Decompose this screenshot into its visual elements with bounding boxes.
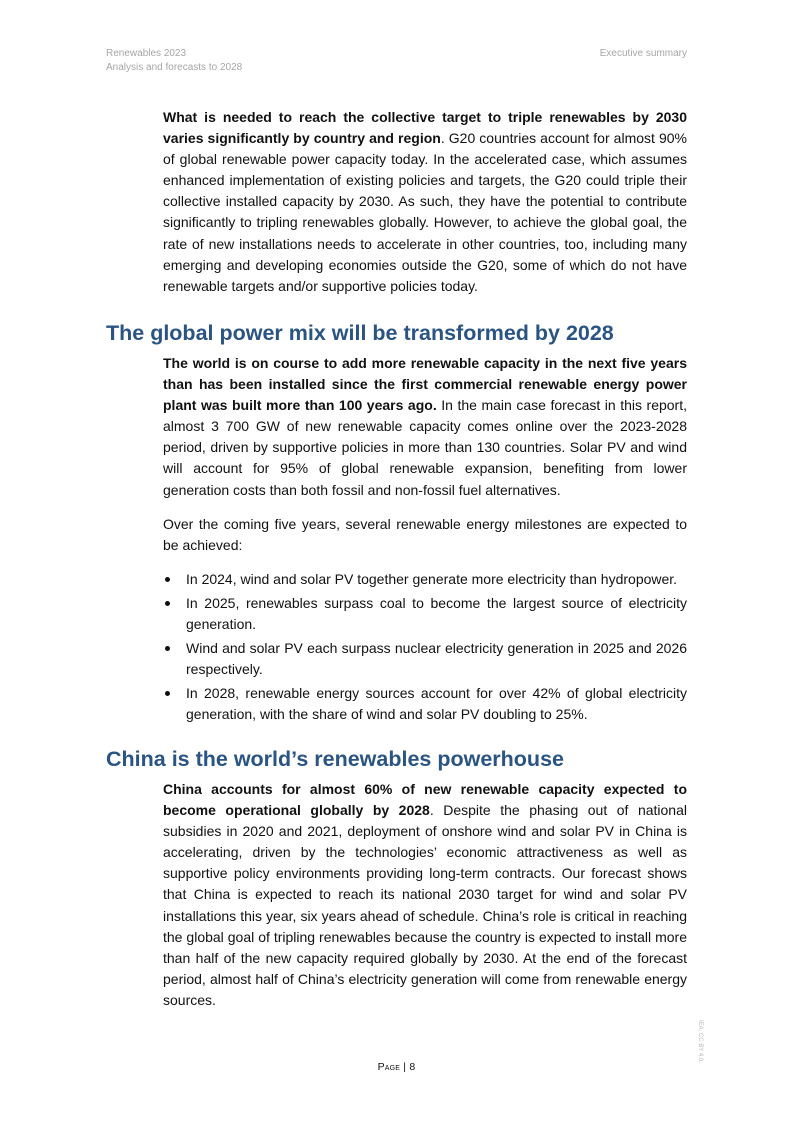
- list-item: Wind and solar PV each surpass nuclear electricity generation in 2025 and 2026 respectively.: [163, 638, 687, 680]
- page-label: Page: [377, 1061, 401, 1073]
- bullet-icon: [165, 601, 170, 606]
- paragraph-body: . G20 countries account for almost 90% of global renewable power capacity today. In the accelerated case, which assumes enhanced implementation of existing policies and targets, the G20 could triple their collective installed capacity by 2030. As such, they have the potential to contribute significantly to tripling renewables globally. However, to achieve the global goal, the rate of new installations needs to accelerate in other countries, too, including many emerging and developing economies outside the G20, some of which do not have renewable targets and/or supportive policies today.: [163, 130, 687, 294]
- section-heading-power-mix: The global power mix will be transformed by 2028: [106, 321, 614, 345]
- section-label: Executive summary: [599, 48, 687, 59]
- report-title: Renewables 2023: [106, 48, 187, 59]
- report-subtitle: Analysis and forecasts to 2028: [106, 62, 243, 73]
- paragraph-milestones-intro: Over the coming five years, several renewable energy milestones are expected to be achieved:: [163, 516, 687, 554]
- license-note: IEA. CC BY 4.0.: [697, 1020, 703, 1063]
- paragraph-lead: The world is on course to add more renewable capacity in the next five years than has been installed since the first commercial renewable energy power plant was built more than 100 years ago.: [163, 355, 687, 414]
- paragraph-tripling-target: [163, 107, 687, 297]
- page-footer: [0, 1061, 793, 1073]
- milestones-list: [163, 569, 687, 725]
- list-item: In 2028, renewable energy sources account for over 42% of global electricity generation, with the share of wind and solar PV doubling to 25%.: [163, 683, 687, 725]
- paragraph-lead: China accounts for almost 60% of new renewable capacity expected to become operational globally by 2028: [163, 781, 687, 819]
- paragraph-lead: What is needed to reach the collective target to triple renewables by 2030 varies significantly by country and region: [163, 109, 687, 147]
- section-heading-china: China is the world’s renewables powerhouse: [106, 747, 564, 771]
- bullet-icon: [165, 646, 170, 651]
- list-item: In 2024, wind and solar PV together generate more electricity than hydropower.: [163, 569, 687, 590]
- paragraph-body: In the main case forecast in this report, almost 3 700 GW of new renewable capacity comes online over the 2023-2028 period, driven by supportive policies in more than 130 countries. Solar PV and wind will account for 95% of global renewable expansion, benefiting from lower generation costs than both fossil and non-fossil fuel alternatives.: [163, 397, 687, 498]
- report-header: [106, 47, 242, 75]
- paragraph-body: . Despite the phasing out of national subsidies in 2020 and 2021, deployment of onshore wind and solar PV in China is accelerating, driven by the technologies’ economic attractiveness as well as supportive policy environments providing long-term contracts. Our forecast shows that China is expected to reach its national 2030 target for wind and solar PV installations this year, six years ahead of schedule. China’s role is critical in reaching the global goal of tripling renewables because the country is expected to install more than half of the new capacity required globally by 2030. At the end of the forecast period, almost half of China’s electricity generation will come from renewable energy sources.: [163, 802, 687, 1008]
- list-item: In 2025, renewables surpass coal to become the largest source of electricity generation.: [163, 593, 687, 635]
- page-separator: |: [400, 1061, 410, 1073]
- bullet-icon: [165, 577, 170, 582]
- paragraph-china: [163, 779, 687, 1011]
- paragraph-capacity-additions: [163, 353, 687, 501]
- bullet-icon: [165, 691, 170, 696]
- page-number: 8: [409, 1061, 416, 1073]
